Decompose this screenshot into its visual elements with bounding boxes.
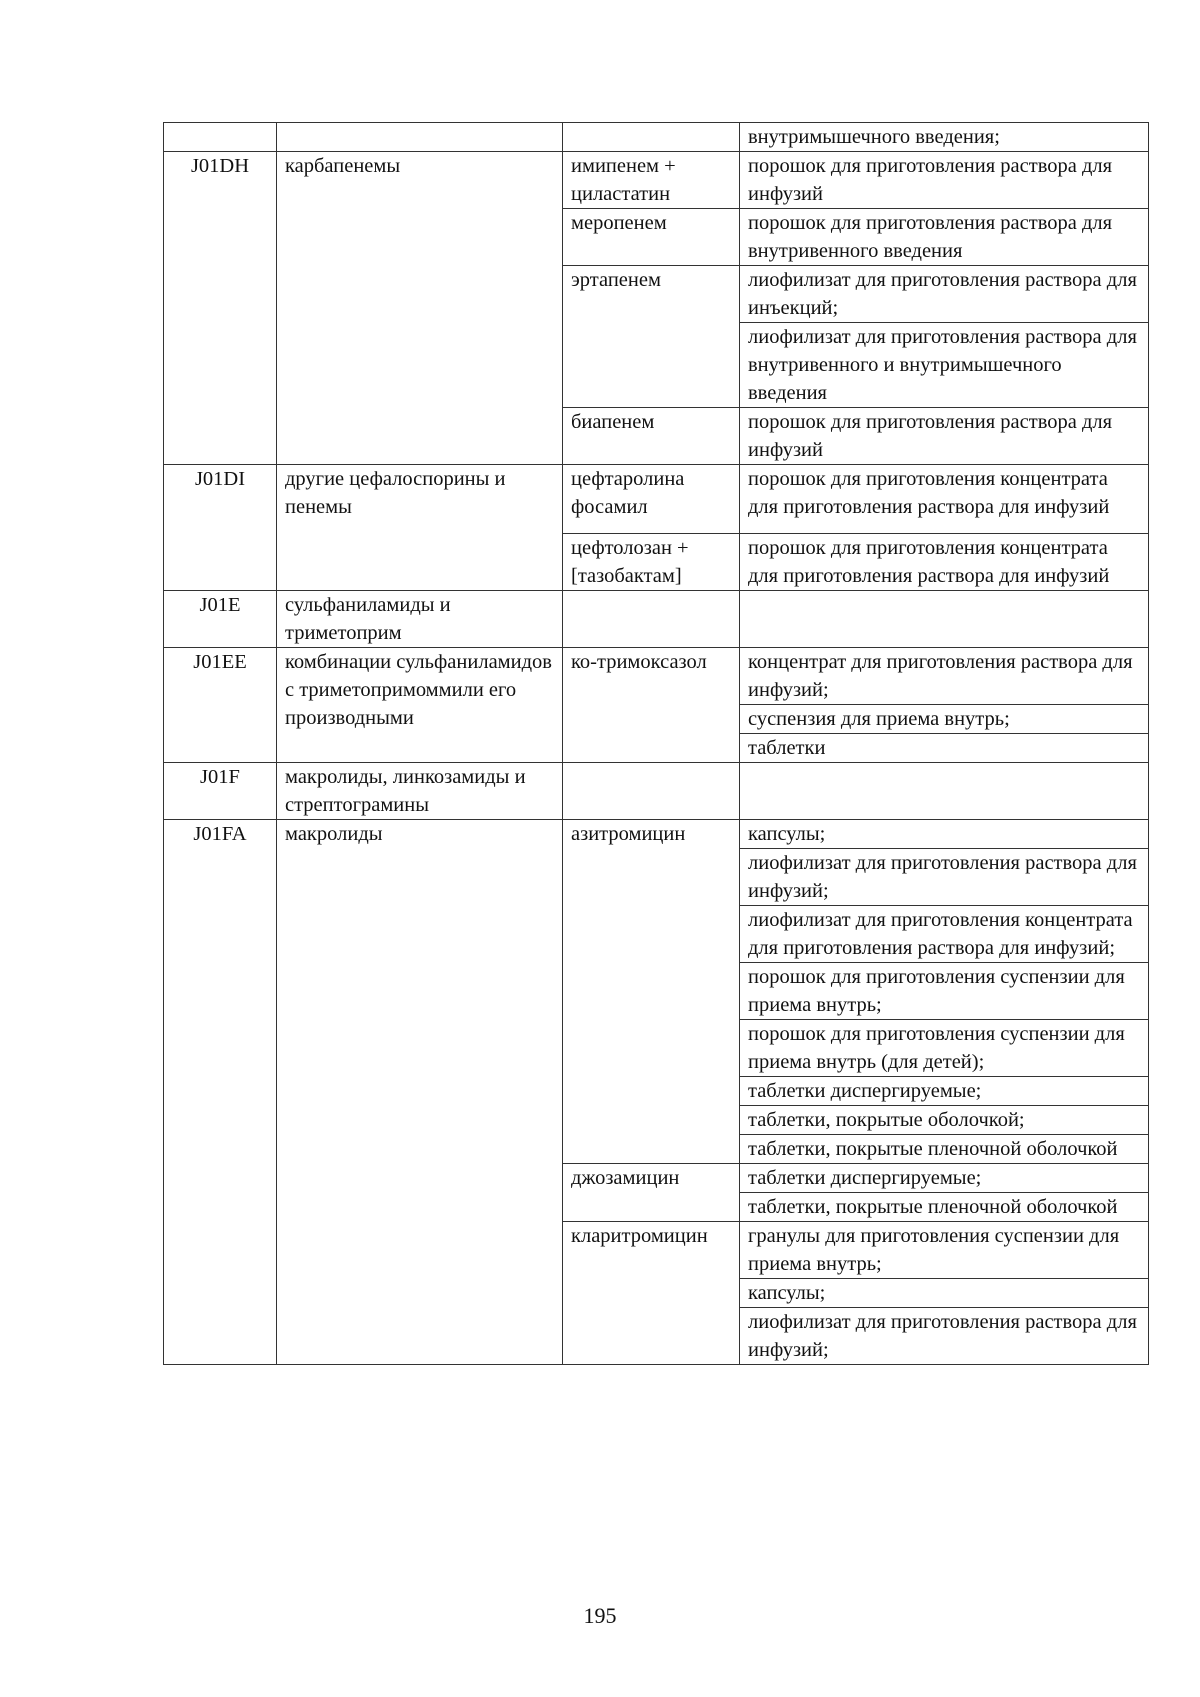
- drug-name-cell: азитромицин: [563, 820, 740, 1164]
- table-row: [164, 648, 1149, 705]
- group-cell: другие цефалоспорины и пенемы: [277, 465, 563, 591]
- dosage-form-cell: лиофилизат для приготовления раствора для инфузий;: [740, 849, 1149, 906]
- drug-name-cell: цефтаролина фосамил: [563, 465, 740, 534]
- dosage-form-cell: таблетки диспергируемые;: [740, 1077, 1149, 1106]
- dosage-form-cell: [740, 763, 1149, 820]
- drug-name-cell: меропенем: [563, 209, 740, 266]
- drug-name-cell: имипенем + циластатин: [563, 152, 740, 209]
- atc-code-cell: J01F: [164, 763, 277, 820]
- atc-code-cell: [164, 123, 277, 152]
- dosage-form-cell: порошок для приготовления раствора для инфузий: [740, 408, 1149, 465]
- dosage-form-cell: порошок для приготовления концентрата для приготовления раствора для инфузий: [740, 534, 1149, 591]
- atc-code-cell: J01DH: [164, 152, 277, 465]
- group-cell: [277, 123, 563, 152]
- dosage-form-cell: концентрат для приготовления раствора для инфузий;: [740, 648, 1149, 705]
- dosage-form-cell: внутримышечного введения;: [740, 123, 1149, 152]
- table-row: [164, 820, 1149, 849]
- dosage-form-cell: суспензия для приема внутрь;: [740, 705, 1149, 734]
- dosage-form-cell: [740, 591, 1149, 648]
- drug-table-body: [164, 123, 1149, 1365]
- dosage-form-cell: лиофилизат для приготовления раствора для инъекций;: [740, 266, 1149, 323]
- dosage-form-cell: таблетки, покрытые пленочной оболочкой: [740, 1135, 1149, 1164]
- group-cell: карбапенемы: [277, 152, 563, 465]
- group-cell: макролиды: [277, 820, 563, 1365]
- drug-name-cell: кларитромицин: [563, 1222, 740, 1365]
- dosage-form-cell: таблетки: [740, 734, 1149, 763]
- drug-name-cell: [563, 763, 740, 820]
- group-cell: комбинации сульфаниламидов с триметопримоммили его производными: [277, 648, 563, 763]
- drug-name-cell: ко-тримоксазол: [563, 648, 740, 763]
- atc-code-cell: J01EE: [164, 648, 277, 763]
- table-row: [164, 123, 1149, 152]
- dosage-form-cell: лиофилизат для приготовления концентрата для приготовления раствора для инфузий;: [740, 906, 1149, 963]
- table-row: [164, 152, 1149, 209]
- group-cell: макролиды, линкозамиды и стрептограмины: [277, 763, 563, 820]
- group-cell: сульфаниламиды и триметоприм: [277, 591, 563, 648]
- dosage-form-cell: лиофилизат для приготовления раствора для инфузий;: [740, 1308, 1149, 1365]
- dosage-form-cell: порошок для приготовления раствора для внутривенного введения: [740, 209, 1149, 266]
- atc-code-cell: J01E: [164, 591, 277, 648]
- dosage-form-cell: капсулы;: [740, 820, 1149, 849]
- drug-name-cell: [563, 123, 740, 152]
- dosage-form-cell: порошок для приготовления суспензии для приема внутрь (для детей);: [740, 1020, 1149, 1077]
- dosage-form-cell: гранулы для приготовления суспензии для приема внутрь;: [740, 1222, 1149, 1279]
- drug-name-cell: цефтолозан + [тазобактам]: [563, 534, 740, 591]
- dosage-form-cell: порошок для приготовления суспензии для приема внутрь;: [740, 963, 1149, 1020]
- drug-name-cell: [563, 591, 740, 648]
- drug-name-cell: биапенем: [563, 408, 740, 465]
- atc-code-cell: J01DI: [164, 465, 277, 591]
- dosage-form-cell: таблетки диспергируемые;: [740, 1164, 1149, 1193]
- dosage-form-cell: таблетки, покрытые оболочкой;: [740, 1106, 1149, 1135]
- drug-name-cell: джозамицин: [563, 1164, 740, 1222]
- dosage-form-cell: лиофилизат для приготовления раствора для внутривенного и внутримышечного введения: [740, 323, 1149, 408]
- dosage-form-cell: таблетки, покрытые пленочной оболочкой: [740, 1193, 1149, 1222]
- table-row: [164, 591, 1149, 648]
- dosage-form-cell: капсулы;: [740, 1279, 1149, 1308]
- dosage-form-cell: порошок для приготовления раствора для инфузий: [740, 152, 1149, 209]
- drug-name-cell: эртапенем: [563, 266, 740, 408]
- table-row: [164, 763, 1149, 820]
- dosage-form-cell: порошок для приготовления концентрата для приготовления раствора для инфузий: [740, 465, 1149, 534]
- page-number: 195: [583, 1603, 617, 1628]
- atc-code-cell: J01FA: [164, 820, 277, 1365]
- table-row: [164, 465, 1149, 534]
- drug-table: [163, 122, 1149, 1365]
